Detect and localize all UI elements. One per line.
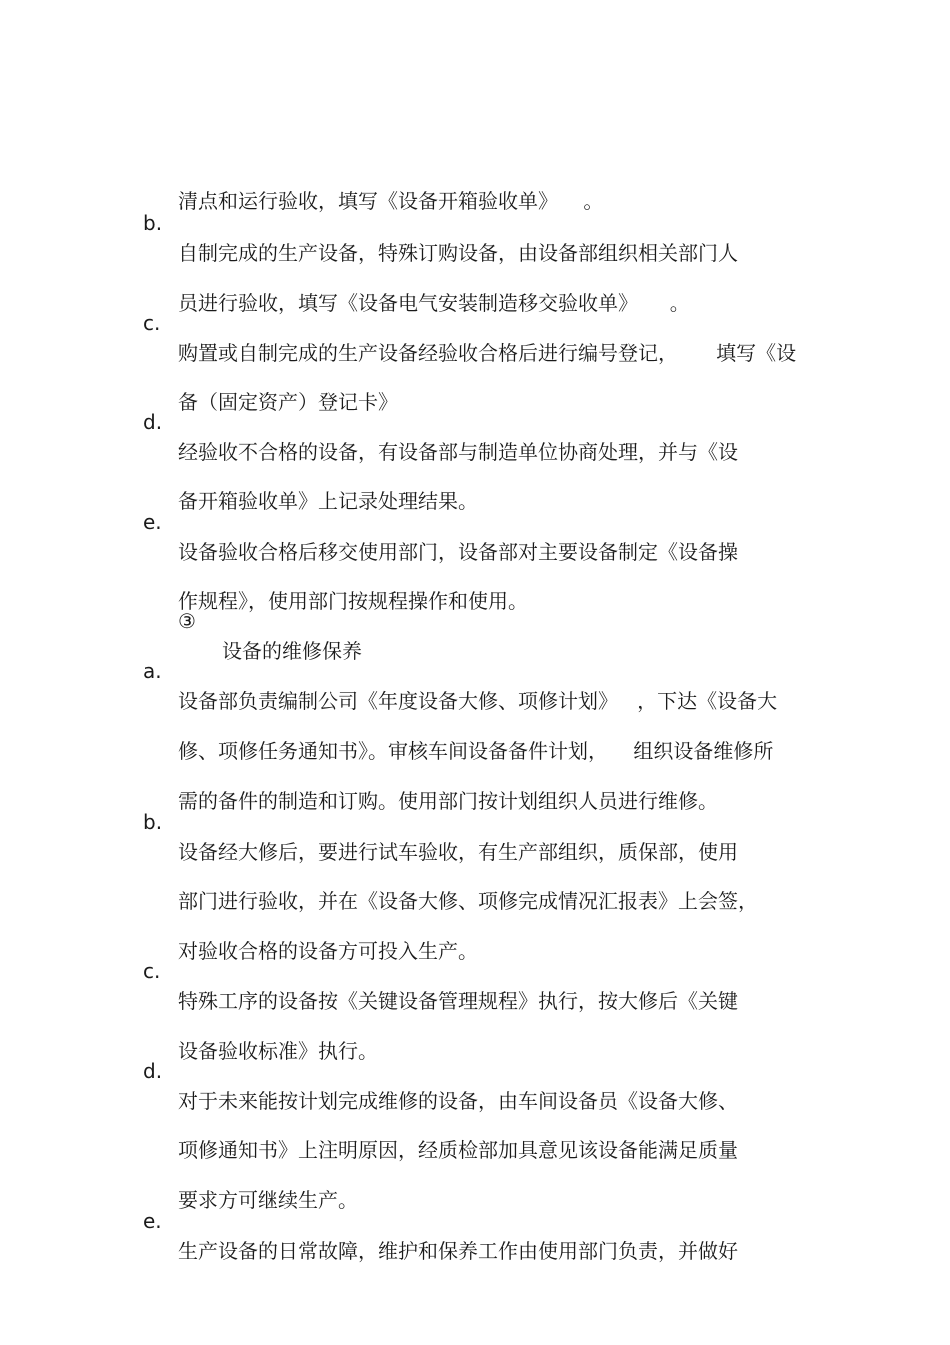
line-text: 员进行验收，填写《设备电气安装制造移交验收单》 。 — [178, 291, 690, 315]
line-text: 项修通知书》上注明原因，经质检部加具意见该设备能满足质量 — [178, 1138, 738, 1162]
line-text: 特殊工序的设备按《关键设备管理规程》执行，按大修后《关键 — [178, 989, 738, 1013]
section-number: ③ — [178, 609, 196, 633]
line-text: 对验收合格的设备方可投入生产。 — [178, 939, 478, 963]
line-text: 清点和运行验收，填写《设备开箱验收单》 。 — [178, 189, 604, 213]
line-text: 要求方可继续生产。 — [178, 1188, 358, 1212]
line-text: 修、项修任务通知书》。审核车间设备备件计划， 组织设备维修所 — [178, 739, 774, 763]
paragraph-line — [0, 1125, 358, 1212]
list-marker: e. — [143, 1209, 162, 1233]
list-marker: b. — [143, 810, 163, 834]
list-marker: d. — [143, 1059, 163, 1083]
line-text: 部门进行验收，并在《设备大修、项修完成情况汇报表》上会签， — [178, 889, 758, 913]
list-marker: a. — [143, 659, 162, 683]
line-text: 备（固定资产）登记卡》 — [178, 390, 398, 414]
line-text: 设备经大修后，要进行试车验收，有生产部组织，质保部，使用 — [178, 840, 738, 864]
line-text: 设备验收标准》执行。 — [178, 1039, 378, 1063]
line-text: 需的备件的制造和订购。使用部门按计划组织人员进行维修。 — [178, 789, 718, 813]
list-marker: d. — [143, 410, 163, 434]
section-title: 设备的维修保养 — [222, 639, 362, 663]
line-text: 备开箱验收单》上记录处理结果。 — [178, 489, 478, 513]
paragraph-line — [0, 327, 398, 414]
list-marker: e. — [143, 510, 162, 534]
line-text: 购置或自制完成的生产设备经验收合格后进行编号登记， 填写《设 — [178, 341, 797, 365]
list-marker: c. — [143, 311, 161, 335]
line-text: 自制完成的生产设备，特殊订购设备，由设备部组织相关部门人 — [178, 241, 738, 265]
paragraph-line — [0, 976, 378, 1063]
line-text: 设备验收合格后移交使用部门，设备部对主要设备制定《设备操 — [178, 540, 738, 564]
list-marker: b. — [143, 211, 163, 235]
line-text: 生产设备的日常故障，维护和保养工作由使用部门负责，并做好 — [178, 1239, 738, 1263]
line-text: 作规程》，使用部门按规程操作和使用。 — [178, 589, 528, 613]
line-text: 经验收不合格的设备，有设备部与制造单位协商处理，并与《设 — [178, 440, 738, 464]
paragraph-line — [0, 126, 604, 213]
line-text: 对于未来能按计划完成维修的设备，由车间设备员《设备大修、 — [178, 1089, 738, 1113]
list-marker: c. — [143, 959, 161, 983]
line-text: 设备部负责编制公司《年度设备大修、项修计划》 ，下达《设备大 — [178, 689, 778, 713]
